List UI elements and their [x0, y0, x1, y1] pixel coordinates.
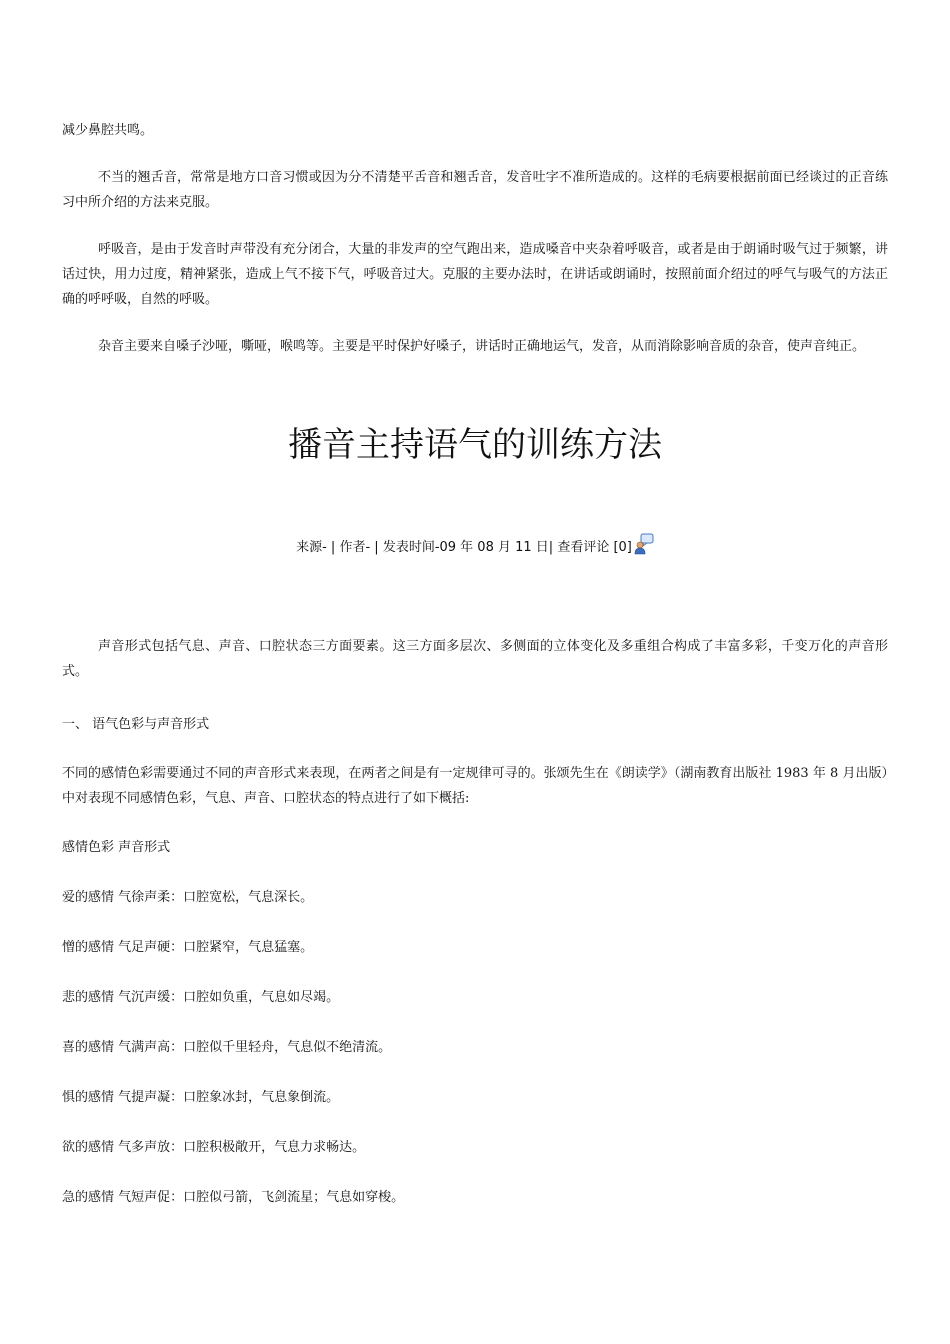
emotion-row: 悲的感情 气沉声缓：口腔如负重，气息如尽竭。: [62, 990, 340, 1005]
meta-author[interactable]: 作者-: [339, 540, 371, 555]
article-meta: [0, 533, 950, 559]
emotion-row: 惧的感情 气提声凝：口腔象冰封，气息象倒流。: [62, 1090, 340, 1105]
meta-separator: |: [370, 540, 383, 555]
meta-separator: |: [548, 540, 558, 555]
meta-published: 发表时间-09 年 08 月 11 日: [382, 540, 549, 555]
paragraph-retroflex: 不当的翘舌音，常常是地方口音习惯或因为分不清楚平舌音和翘舌音，发音吐字不准所造成的。这样的毛病要根据前面已经谈过的正音练习中所介绍的方法来克服。: [62, 170, 888, 210]
comments-count[interactable]: [0]: [613, 540, 632, 555]
emotion-row: 急的感情 气短声促：口腔似弓箭，飞剑流星；气息如穿梭。: [62, 1190, 405, 1205]
table-header: 感情色彩 声音形式: [62, 840, 171, 855]
view-comments-link[interactable]: 查看评论: [557, 540, 610, 555]
comment-icon[interactable]: [634, 533, 654, 553]
article-title: 播音主持语气的训练方法: [288, 425, 662, 465]
emotion-row: 爱的感情 气徐声柔：口腔宽松，气息深长。: [62, 890, 314, 905]
paragraph-noise: 杂音主要来自嗓子沙哑，嘶哑，喉鸣等。主要是平时保护好嗓子，讲话时正确地运气，发音，从而消除影响音质的杂音，使声音纯正。: [98, 339, 866, 354]
intro-paragraph: 声音形式包括气息、声音、口腔状态三方面要素。这三方面多层次、多侧面的立体变化及多重组合构成了丰富多彩，千变万化的声音形式。: [62, 639, 888, 679]
paragraph-breath-noise: 呼吸音，是由于发音时声带没有充分闭合，大量的非发声的空气跑出来，造成嗓音中夹杂着呼吸音，或者是由于朗诵时吸气过于频繁，讲话过快，用力过度，精神紧张，造成上气不接下气，呼吸音过大。克服的主要办法时，在讲话或朗诵时，按照前面介绍过的呼气与吸气的方法正确的呼呼吸，自然的呼吸。: [62, 242, 888, 307]
meta-source[interactable]: 来源-: [296, 540, 327, 555]
section-paragraph: 不同的感情色彩需要通过不同的声音形式来表现，在两者之间是有一定规律可寻的。张颂先生在《朗读学》（湖南教育出版社 1983 年 8 月出版）中对表现不同感情色彩，气息、声音、口腔状态的特点进行了如下概括:: [62, 766, 888, 806]
paragraph-nasal-resonance: 减少鼻腔共鸣。: [62, 123, 154, 138]
emotion-row: 欲的感情 气多声放：口腔积极敞开，气息力求畅达。: [62, 1140, 366, 1155]
meta-separator: |: [326, 540, 340, 555]
section-heading: 一、 语气色彩与声音形式: [62, 717, 210, 732]
emotion-row: 憎的感情 气足声硬：口腔紧窄，气息猛塞。: [62, 940, 314, 955]
emotion-row: 喜的感情 气满声高：口腔似千里轻舟，气息似不绝清流。: [62, 1040, 392, 1055]
